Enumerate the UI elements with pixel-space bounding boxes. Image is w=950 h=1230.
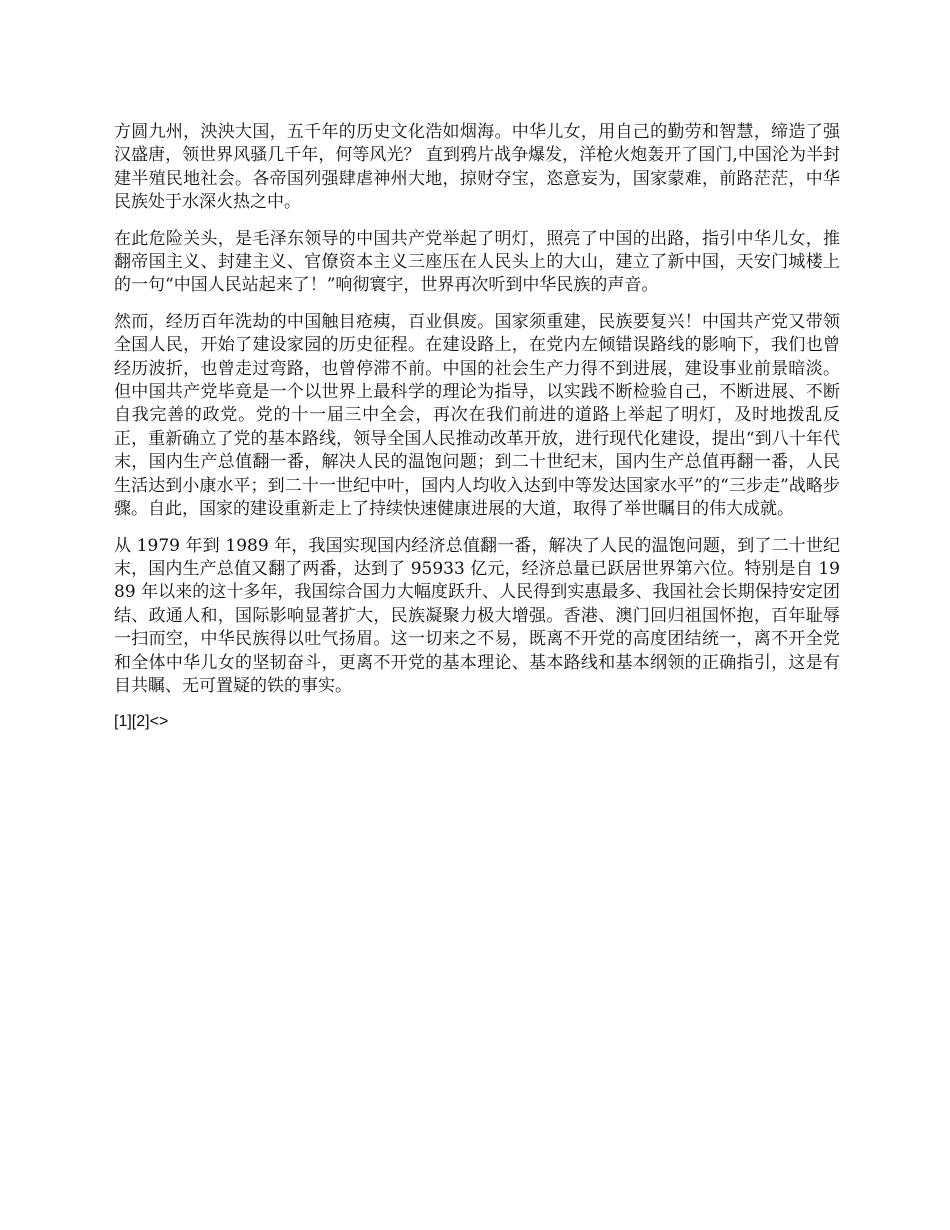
- paragraph-2: 在此危险关头，是毛泽东领导的中国共产党举起了明灯，照亮了中国的出路，指引中华儿女，推翻帝国主义、封建主义、官僚资本主义三座压在人民头上的大山，建立了新中国，天安门城楼上的一句“中国人民站起来了！”响彻寰宇，世界再次听到中华民族的声音。: [114, 228, 840, 296]
- page-link-1[interactable]: [1]: [114, 713, 132, 731]
- document-body: [114, 121, 840, 733]
- page-nav-link[interactable]: <>: [149, 713, 169, 731]
- pagination: [114, 711, 840, 733]
- paragraph-4: 从 1979 年到 1989 年，我国实现国内经济总值翻一番，解决了人民的温饱问题，到了二十世纪末，国内生产总值又翻了两番，达到了 95933 亿元，经济总量已跃居世界第六位。特别是自 1989 年以来的这十多年，我国综合国力大幅度跃升、人民得到实惠最多、我国社会长期保持安定团结、政通人和，国际影响显著扩大，民族凝聚力极大增强。香港、澳门回归祖国怀抱，百年耻辱一扫而空，中华民族得以吐气扬眉。这一切来之不易，既离不开党的高度团结统一，离不开全党和全体中华儿女的坚韧奋斗，更离不开党的基本理论、基本路线和基本纲领的正确指引，这是有目共瞩、无可置疑的铁的事实。: [114, 535, 840, 696]
- page-link-2[interactable]: [2]: [131, 713, 150, 731]
- paragraph-3: 然而，经历百年洗劫的中国触目疮痍，百业俱废。国家须重建，民族要复兴！中国共产党又带领全国人民，开始了建设家园的历史征程。在建设路上，在党内左倾错误路线的影响下，我们也曾经历波折，也曾走过弯路，也曾停滞不前。中国的社会生产力得不到进展，建设事业前景暗淡。但中国共产党毕竟是一个以世界上最科学的理论为指导，以实践不断检验自己，不断进展、不断自我完善的政党。党的十一届三中全会，再次在我们前进的道路上举起了明灯，及时地拨乱反正，重新确立了党的基本路线，领导全国人民推动改革开放，进行现代化建设，提出“到八十年代末，国内生产总值翻一番，解决人民的温饱问题；到二十世纪末，国内生产总值再翻一番，人民生活达到小康水平；到二十一世纪中叶，国内人均收入达到中等发达国家水平”的“三步走”战略步骤。自此，国家的建设重新走上了持续快速健康进展的大道，取得了举世瞩目的伟大成就。: [114, 311, 840, 520]
- paragraph-1: 方圆九州，泱泱大国，五千年的历史文化浩如烟海。中华儿女，用自己的勤劳和智慧，缔造了强汉盛唐，领世界风骚几千年，何等风光？ 直到鸦片战争爆发，洋枪火炮轰开了国门,中国沦为半封建半殖民地社会。各帝国列强肆虐神州大地，掠财夺宝，恣意妄为，国家蒙难，前路茫茫，中华民族处于水深火热之中。: [114, 122, 840, 213]
